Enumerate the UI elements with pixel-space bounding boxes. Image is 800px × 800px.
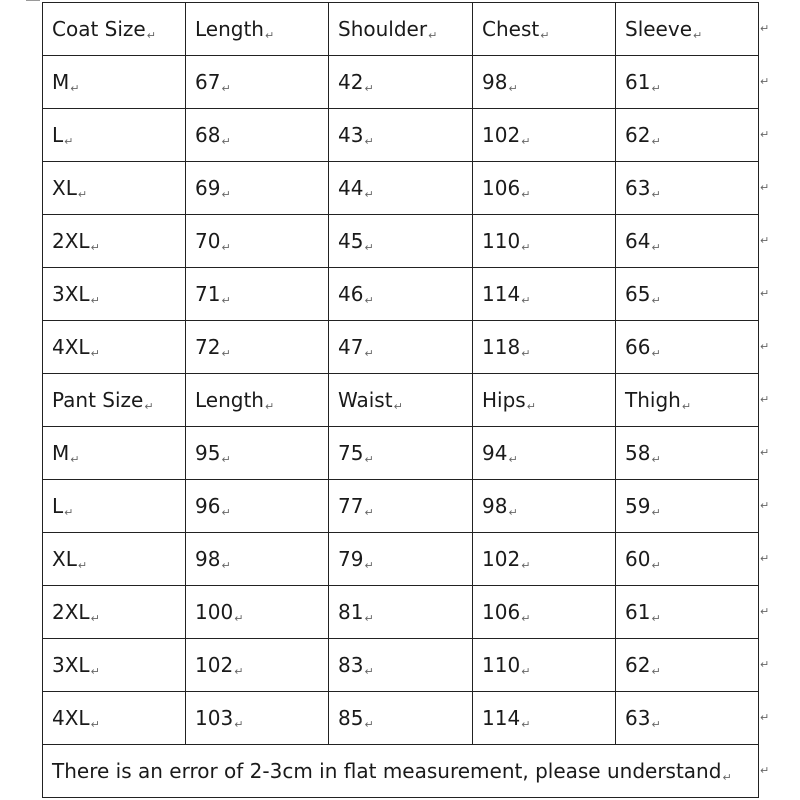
paragraph-mark: ↵ xyxy=(70,453,80,466)
cell-text: 62 xyxy=(625,123,651,147)
coat-table-cell xyxy=(329,56,473,109)
cell-text: 60 xyxy=(625,547,651,571)
coat-table-cell xyxy=(616,215,759,268)
cell-text: 70 xyxy=(195,229,221,253)
pant-table-cell xyxy=(616,639,759,692)
paragraph-mark: ↵ xyxy=(681,400,692,413)
paragraph-mark: ↵ xyxy=(651,559,661,572)
cell-text: Chest xyxy=(482,17,540,41)
cell-text: 110 xyxy=(482,653,521,677)
paragraph-mark: ↵ xyxy=(521,665,531,678)
cell-text: 83 xyxy=(338,653,364,677)
paragraph-mark: ↵ xyxy=(234,718,244,731)
coat-table-cell xyxy=(186,162,329,215)
cell-text: Hips xyxy=(482,388,526,412)
row-end-paragraph-mark: ↵ xyxy=(760,658,770,671)
pant-size-row xyxy=(43,427,759,480)
cell-text: 4XL xyxy=(52,335,90,359)
pant-table-cell xyxy=(43,586,186,639)
coat-table-cell xyxy=(43,162,186,215)
coat-header-cell xyxy=(186,3,329,56)
paragraph-mark: ↵ xyxy=(428,29,438,42)
coat-table-cell xyxy=(186,56,329,109)
row-end-paragraph-mark: ↵ xyxy=(760,711,770,724)
cell-text: 2XL xyxy=(52,229,90,253)
row-end-paragraph-mark: ↵ xyxy=(760,234,770,247)
coat-header-cell xyxy=(616,3,759,56)
row-end-paragraph-mark: ↵ xyxy=(760,181,770,194)
paragraph-mark: ↵ xyxy=(221,82,231,95)
pant-size-row xyxy=(43,586,759,639)
pant-table-cell xyxy=(329,480,473,533)
cell-text: XL xyxy=(52,547,77,571)
pant-size-row xyxy=(43,692,759,745)
note-row xyxy=(43,745,759,798)
paragraph-mark: ↵ xyxy=(364,665,374,678)
paragraph-mark: ↵ xyxy=(221,453,231,466)
coat-size-row xyxy=(43,215,759,268)
paragraph-mark: ↵ xyxy=(221,188,231,201)
cell-text: There is an error of 2-3cm in flat measurement, please understand xyxy=(52,759,722,783)
paragraph-mark: ↵ xyxy=(540,29,550,42)
pant-header-cell xyxy=(473,374,616,427)
cell-text: 47 xyxy=(338,335,364,359)
pant-table-cell xyxy=(473,480,616,533)
coat-size-row xyxy=(43,162,759,215)
row-end-paragraph-mark: ↵ xyxy=(760,340,770,353)
pant-table-cell xyxy=(186,639,329,692)
paragraph-mark: ↵ xyxy=(146,29,156,42)
paragraph-mark: ↵ xyxy=(364,718,374,731)
paragraph-mark: ↵ xyxy=(90,665,100,678)
paragraph-mark: ↵ xyxy=(364,294,374,307)
cell-text: 118 xyxy=(482,335,521,359)
pant-header-cell xyxy=(329,374,473,427)
row-end-paragraph-mark: ↵ xyxy=(760,128,770,141)
pant-table-cell xyxy=(186,533,329,586)
coat-size-row xyxy=(43,56,759,109)
paragraph-mark: ↵ xyxy=(77,188,88,201)
coat-table-cell xyxy=(329,215,473,268)
cell-text: 64 xyxy=(625,229,651,253)
coat-table-cell xyxy=(473,321,616,374)
row-end-paragraph-mark: ↵ xyxy=(760,22,770,35)
coat-table-cell xyxy=(473,215,616,268)
cell-text: Pant Size xyxy=(52,388,144,412)
coat-header-cell xyxy=(43,3,186,56)
cell-text: 75 xyxy=(338,441,364,465)
row-end-paragraph-mark: ↵ xyxy=(760,605,770,618)
coat-table-cell xyxy=(329,109,473,162)
pant-header-row xyxy=(43,374,759,427)
paragraph-mark: ↵ xyxy=(508,453,518,466)
pant-header-cell xyxy=(616,374,759,427)
paragraph-mark: ↵ xyxy=(90,347,100,360)
cell-text: 4XL xyxy=(52,706,90,730)
cell-text: 106 xyxy=(482,600,521,624)
cell-text: 110 xyxy=(482,229,521,253)
paragraph-mark: ↵ xyxy=(521,347,531,360)
paragraph-mark: ↵ xyxy=(722,771,732,784)
paragraph-mark: ↵ xyxy=(651,347,661,360)
paragraph-mark: ↵ xyxy=(651,612,661,625)
paragraph-mark: ↵ xyxy=(90,612,100,625)
pant-table-cell xyxy=(43,480,186,533)
cell-text: 46 xyxy=(338,282,364,306)
cell-text: 81 xyxy=(338,600,364,624)
cell-text: XL xyxy=(52,176,77,200)
coat-table-cell xyxy=(616,162,759,215)
cell-text: 62 xyxy=(625,653,651,677)
paragraph-mark: ↵ xyxy=(521,241,531,254)
coat-table-cell xyxy=(329,268,473,321)
cell-text: 79 xyxy=(338,547,364,571)
cell-text: 61 xyxy=(625,70,651,94)
row-end-paragraph-mark: ↵ xyxy=(760,552,770,565)
pant-table-cell xyxy=(616,586,759,639)
paragraph-mark: ↵ xyxy=(364,506,374,519)
measurement-note xyxy=(43,745,759,798)
coat-table-cell xyxy=(186,268,329,321)
coat-table-cell xyxy=(473,162,616,215)
cell-text: Shoulder xyxy=(338,17,428,41)
paragraph-mark: ↵ xyxy=(221,135,231,148)
cell-text: 61 xyxy=(625,600,651,624)
row-end-marks xyxy=(760,2,776,797)
paragraph-mark: ↵ xyxy=(77,559,88,572)
paragraph-mark: ↵ xyxy=(90,241,100,254)
coat-table-cell xyxy=(616,109,759,162)
paragraph-mark: ↵ xyxy=(521,718,531,731)
cell-text: 2XL xyxy=(52,600,90,624)
paragraph-mark: ↵ xyxy=(364,82,374,95)
pant-table-cell xyxy=(616,427,759,480)
paragraph-mark: ↵ xyxy=(264,400,275,413)
pant-header-cell xyxy=(43,374,186,427)
paragraph-mark: ↵ xyxy=(393,400,403,413)
paragraph-mark: ↵ xyxy=(651,135,661,148)
paragraph-mark: ↵ xyxy=(508,82,518,95)
pant-table-cell xyxy=(43,692,186,745)
coat-header-row xyxy=(43,3,759,56)
paragraph-mark: ↵ xyxy=(651,718,661,731)
row-end-paragraph-mark: ↵ xyxy=(760,393,770,406)
cell-text: L xyxy=(52,123,64,147)
pant-table-cell xyxy=(43,427,186,480)
coat-table-cell xyxy=(329,321,473,374)
coat-table-cell xyxy=(616,268,759,321)
cell-text: 72 xyxy=(195,335,221,359)
pant-table-cell xyxy=(616,480,759,533)
pant-size-row xyxy=(43,639,759,692)
pant-table-cell xyxy=(43,639,186,692)
cell-text: 98 xyxy=(195,547,221,571)
cell-text: 3XL xyxy=(52,653,90,677)
paragraph-mark: ↵ xyxy=(90,718,100,731)
cell-text: 42 xyxy=(338,70,364,94)
pant-table-cell xyxy=(43,533,186,586)
paragraph-mark: ↵ xyxy=(364,612,374,625)
coat-size-row xyxy=(43,109,759,162)
paragraph-mark: ↵ xyxy=(64,506,74,519)
cell-text: 67 xyxy=(195,70,221,94)
pant-table-cell xyxy=(473,427,616,480)
paragraph-mark: ↵ xyxy=(234,612,244,625)
paragraph-mark: ↵ xyxy=(364,241,374,254)
coat-size-row xyxy=(43,268,759,321)
pant-table-cell xyxy=(186,586,329,639)
coat-table-cell xyxy=(186,109,329,162)
coat-table-cell xyxy=(43,268,186,321)
paragraph-mark: ↵ xyxy=(651,82,661,95)
cell-text: Length xyxy=(195,388,264,412)
cell-text: 95 xyxy=(195,441,221,465)
pant-table-cell xyxy=(616,692,759,745)
row-end-paragraph-mark: ↵ xyxy=(760,764,770,777)
coat-table-cell xyxy=(473,56,616,109)
cell-text: 45 xyxy=(338,229,364,253)
coat-table-cell xyxy=(186,321,329,374)
paragraph-mark: ↵ xyxy=(651,188,661,201)
table-corner-marker xyxy=(26,0,40,1)
coat-table-cell xyxy=(43,56,186,109)
pant-table-cell xyxy=(329,533,473,586)
paragraph-mark: ↵ xyxy=(264,29,275,42)
cell-text: 103 xyxy=(195,706,234,730)
cell-text: 66 xyxy=(625,335,651,359)
paragraph-mark: ↵ xyxy=(521,294,531,307)
paragraph-mark: ↵ xyxy=(364,188,374,201)
paragraph-mark: ↵ xyxy=(364,135,374,148)
paragraph-mark: ↵ xyxy=(651,453,661,466)
coat-table-cell xyxy=(616,321,759,374)
cell-text: 102 xyxy=(482,123,521,147)
cell-text: 63 xyxy=(625,706,651,730)
pant-table-cell xyxy=(329,586,473,639)
cell-text: 102 xyxy=(195,653,234,677)
cell-text: 114 xyxy=(482,282,521,306)
cell-text: 114 xyxy=(482,706,521,730)
pant-size-row xyxy=(43,533,759,586)
cell-text: 44 xyxy=(338,176,364,200)
coat-header-cell xyxy=(473,3,616,56)
paragraph-mark: ↵ xyxy=(221,559,231,572)
coat-table-cell xyxy=(43,109,186,162)
pant-table-cell xyxy=(473,533,616,586)
paragraph-mark: ↵ xyxy=(651,506,661,519)
paragraph-mark: ↵ xyxy=(526,400,536,413)
pant-table-cell xyxy=(473,639,616,692)
cell-text: 43 xyxy=(338,123,364,147)
paragraph-mark: ↵ xyxy=(64,135,74,148)
cell-text: Thigh xyxy=(625,388,681,412)
paragraph-mark: ↵ xyxy=(234,665,244,678)
coat-table-cell xyxy=(186,215,329,268)
cell-text: 58 xyxy=(625,441,651,465)
cell-text: 94 xyxy=(482,441,508,465)
cell-text: 71 xyxy=(195,282,221,306)
coat-size-row xyxy=(43,321,759,374)
size-chart-body xyxy=(43,3,759,798)
row-end-paragraph-mark: ↵ xyxy=(760,446,770,459)
cell-text: 3XL xyxy=(52,282,90,306)
coat-table-cell xyxy=(43,215,186,268)
cell-text: 69 xyxy=(195,176,221,200)
cell-text: L xyxy=(52,494,64,518)
cell-text: M xyxy=(52,441,70,465)
cell-text: Waist xyxy=(338,388,393,412)
cell-text: Sleeve xyxy=(625,17,693,41)
cell-text: 77 xyxy=(338,494,364,518)
pant-table-cell xyxy=(186,427,329,480)
coat-table-cell xyxy=(43,321,186,374)
row-end-paragraph-mark: ↵ xyxy=(760,287,770,300)
paragraph-mark: ↵ xyxy=(144,400,154,413)
coat-table-cell xyxy=(473,109,616,162)
cell-text: 100 xyxy=(195,600,234,624)
coat-table-cell xyxy=(473,268,616,321)
row-end-paragraph-mark: ↵ xyxy=(760,499,770,512)
paragraph-mark: ↵ xyxy=(521,188,531,201)
paragraph-mark: ↵ xyxy=(651,665,661,678)
paragraph-mark: ↵ xyxy=(221,241,231,254)
paragraph-mark: ↵ xyxy=(221,294,231,307)
cell-text: M xyxy=(52,70,70,94)
size-chart-table xyxy=(42,2,759,798)
paragraph-mark: ↵ xyxy=(364,347,374,360)
pant-table-cell xyxy=(473,692,616,745)
pant-table-cell xyxy=(473,586,616,639)
paragraph-mark: ↵ xyxy=(651,294,661,307)
paragraph-mark: ↵ xyxy=(221,347,231,360)
pant-size-row xyxy=(43,480,759,533)
row-end-paragraph-mark: ↵ xyxy=(760,75,770,88)
paragraph-mark: ↵ xyxy=(90,294,100,307)
cell-text: 102 xyxy=(482,547,521,571)
pant-table-cell xyxy=(186,480,329,533)
paragraph-mark: ↵ xyxy=(693,29,703,42)
pant-table-cell xyxy=(616,533,759,586)
paragraph-mark: ↵ xyxy=(521,612,531,625)
cell-text: 63 xyxy=(625,176,651,200)
cell-text: 96 xyxy=(195,494,221,518)
cell-text: 106 xyxy=(482,176,521,200)
paragraph-mark: ↵ xyxy=(651,241,661,254)
cell-text: 98 xyxy=(482,494,508,518)
pant-table-cell xyxy=(329,427,473,480)
coat-table-cell xyxy=(616,56,759,109)
paragraph-mark: ↵ xyxy=(221,506,231,519)
coat-table-cell xyxy=(329,162,473,215)
paragraph-mark: ↵ xyxy=(364,559,374,572)
cell-text: 65 xyxy=(625,282,651,306)
pant-table-cell xyxy=(186,692,329,745)
paragraph-mark: ↵ xyxy=(521,559,531,572)
cell-text: Coat Size xyxy=(52,17,146,41)
paragraph-mark: ↵ xyxy=(364,453,374,466)
pant-table-cell xyxy=(329,692,473,745)
paragraph-mark: ↵ xyxy=(70,82,80,95)
cell-text: 98 xyxy=(482,70,508,94)
cell-text: 68 xyxy=(195,123,221,147)
pant-table-cell xyxy=(329,639,473,692)
paragraph-mark: ↵ xyxy=(521,135,531,148)
paragraph-mark: ↵ xyxy=(508,506,518,519)
pant-header-cell xyxy=(186,374,329,427)
cell-text: 59 xyxy=(625,494,651,518)
cell-text: 85 xyxy=(338,706,364,730)
cell-text: Length xyxy=(195,17,264,41)
coat-header-cell xyxy=(329,3,473,56)
